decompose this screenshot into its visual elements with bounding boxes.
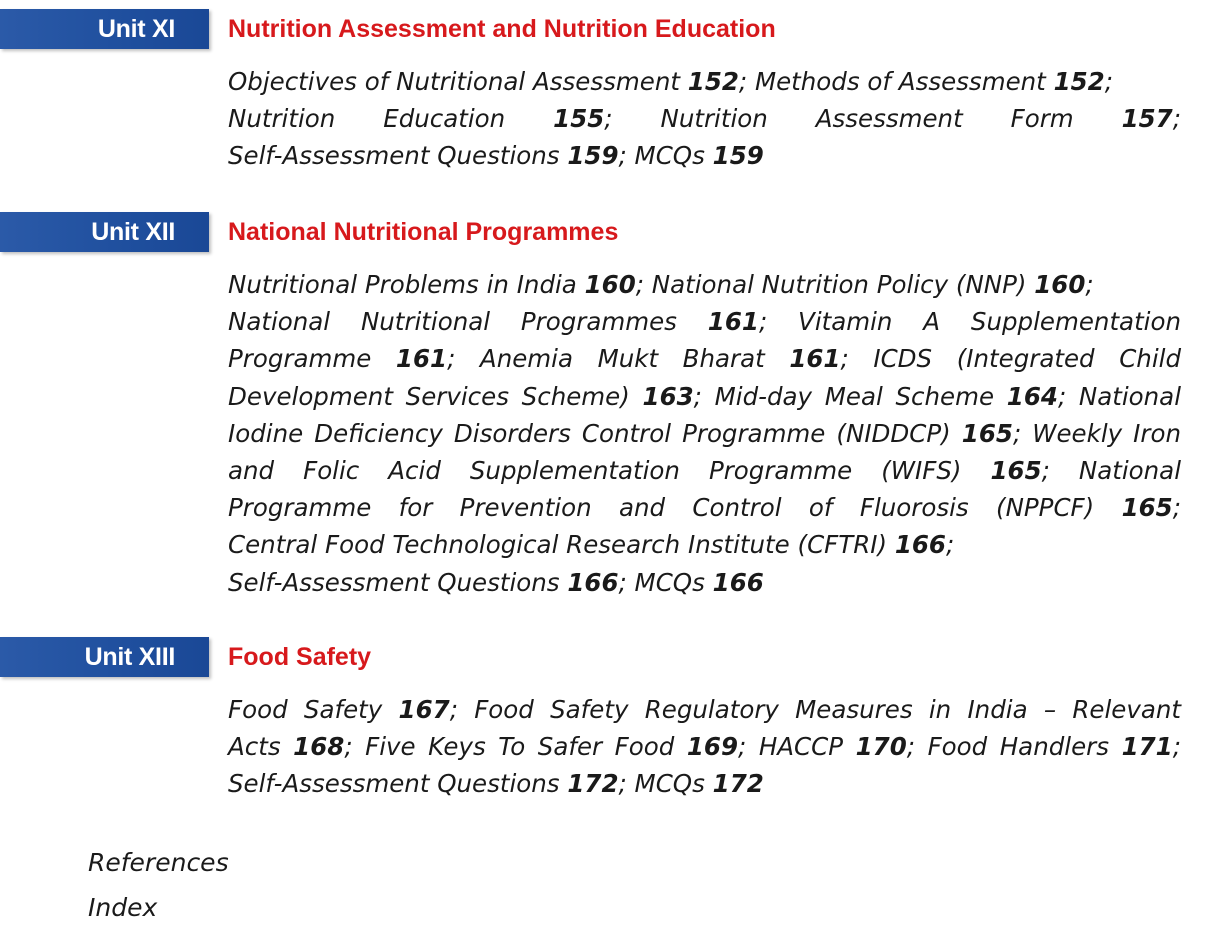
page-number[interactable]: 165 [1121, 493, 1173, 523]
topic-text: ; National [1041, 456, 1181, 486]
unit-label-bar [0, 637, 209, 677]
topic-text: Acts [228, 732, 294, 762]
unit-label: Unit XIII [84, 643, 175, 671]
page-number[interactable]: 165 [961, 418, 1013, 448]
unit-title[interactable]: Nutrition Assessment and Nutrition Education [228, 15, 776, 43]
topic-text: ; Food Handlers [906, 732, 1122, 762]
topic-text: Objectives of Nutritional Assessment [228, 67, 688, 96]
page-number[interactable]: 157 [1121, 104, 1173, 134]
topic-text: National Nutritional Programmes [228, 307, 708, 337]
page-number[interactable]: 163 [642, 381, 694, 411]
unit-contents [228, 266, 1198, 601]
page-number[interactable]: 172 [712, 769, 764, 799]
topic-text: Self-Assessment Questions [228, 141, 568, 171]
contents-line [228, 691, 1181, 728]
topic-text: Self-Assessment Questions [228, 769, 568, 799]
page-number[interactable]: 168 [293, 732, 345, 762]
topic-text: ; [1172, 493, 1181, 523]
topic-text: ; [1085, 270, 1094, 299]
contents-line [228, 728, 1181, 765]
topic-text: ; National [1057, 381, 1181, 411]
topic-text: ; Mid-day Meal Scheme [693, 381, 1007, 411]
page-number[interactable]: 167 [398, 695, 450, 724]
contents-line [228, 340, 1181, 377]
page-number[interactable]: 152 [1053, 67, 1105, 96]
topic-text: Food Safety [228, 695, 399, 724]
unit-label: Unit XII [91, 218, 175, 246]
page-number[interactable]: 172 [567, 769, 619, 799]
unit-contents [228, 63, 1198, 175]
contents-line [228, 452, 1181, 489]
topic-text: Nutrition Education [228, 104, 554, 134]
topic-text: ; [945, 530, 955, 560]
page-number[interactable]: 159 [567, 141, 619, 171]
topic-text: Central Food Technological Research Institute (CFTRI) [228, 530, 895, 560]
unit-contents [228, 691, 1198, 803]
topic-text: Development Services Scheme) [228, 381, 643, 411]
topic-text: Self-Assessment Questions [228, 567, 568, 597]
topic-text: ; [1104, 67, 1113, 96]
contents-line [228, 63, 1198, 100]
contents-line [228, 137, 1198, 174]
topic-text: ; ICDS (Integrated Child [840, 344, 1181, 374]
unit-title[interactable]: National Nutritional Programmes [228, 218, 619, 246]
topic-text: ; National Nutrition Policy (NNP) [635, 270, 1035, 299]
contents-line [228, 303, 1181, 340]
unit-label-bar [0, 212, 209, 252]
topic-text: ; MCQs [618, 141, 713, 171]
topic-text: ; [1172, 104, 1181, 134]
contents-line [228, 564, 1198, 601]
page-number[interactable]: 152 [687, 67, 739, 96]
topic-text: ; Nutrition Assessment Form [604, 104, 1122, 134]
page-number[interactable]: 155 [553, 104, 605, 134]
page-number[interactable]: 160 [1034, 270, 1086, 299]
contents-line [228, 415, 1181, 452]
unit-title[interactable]: Food Safety [228, 643, 372, 671]
contents-line [228, 266, 1198, 303]
contents-line [228, 100, 1181, 137]
page-number[interactable]: 165 [990, 456, 1042, 486]
contents-line [228, 526, 1198, 563]
index-entry[interactable]: Index [88, 893, 158, 922]
contents-line [228, 765, 1198, 802]
page-number[interactable]: 166 [894, 530, 946, 560]
topic-text: ; MCQs [618, 567, 713, 597]
topic-text: Iodine Deficiency Disorders Control Programme (NIDDCP) [228, 418, 962, 448]
topic-text: Programme for Prevention and Control of Fluorosis (NPPCF) [228, 493, 1122, 523]
page-number[interactable]: 169 [686, 732, 739, 762]
unit-label-bar [0, 9, 209, 49]
page-number[interactable]: 170 [855, 732, 907, 762]
topic-text: and Folic Acid Supplementation Programme (WIFS) [228, 456, 991, 486]
topic-text: ; Five Keys To Safer Food [344, 732, 687, 762]
page-number[interactable]: 161 [789, 344, 841, 374]
topic-text: ; Methods of Assessment [738, 67, 1054, 96]
topic-text: ; MCQs [618, 769, 713, 799]
topic-text: ; Anemia Mukt Bharat [447, 344, 790, 374]
page-number[interactable]: 161 [707, 307, 759, 337]
page-number[interactable]: 159 [712, 141, 764, 171]
topic-text: ; HACCP [738, 732, 856, 762]
topic-text: ; Food Safety Regulatory Measures in India – Relevant [449, 695, 1181, 724]
unit-label: Unit XI [97, 15, 175, 43]
topic-text: ; [1172, 732, 1181, 762]
page-number[interactable]: 171 [1121, 732, 1173, 762]
page-number[interactable]: 161 [395, 344, 448, 374]
contents-line [228, 378, 1181, 415]
topic-text: ; Vitamin A Supplementation [758, 307, 1181, 337]
topic-text: Programme [228, 344, 396, 374]
topic-text: Nutritional Problems in India [228, 270, 585, 299]
references-entry[interactable]: References [88, 848, 229, 877]
topic-text: ; Weekly Iron [1012, 418, 1181, 448]
contents-line [228, 489, 1181, 526]
page-number[interactable]: 160 [584, 270, 636, 299]
page-number[interactable]: 166 [712, 567, 764, 597]
page-number[interactable]: 164 [1006, 381, 1058, 411]
page-number[interactable]: 166 [567, 567, 619, 597]
